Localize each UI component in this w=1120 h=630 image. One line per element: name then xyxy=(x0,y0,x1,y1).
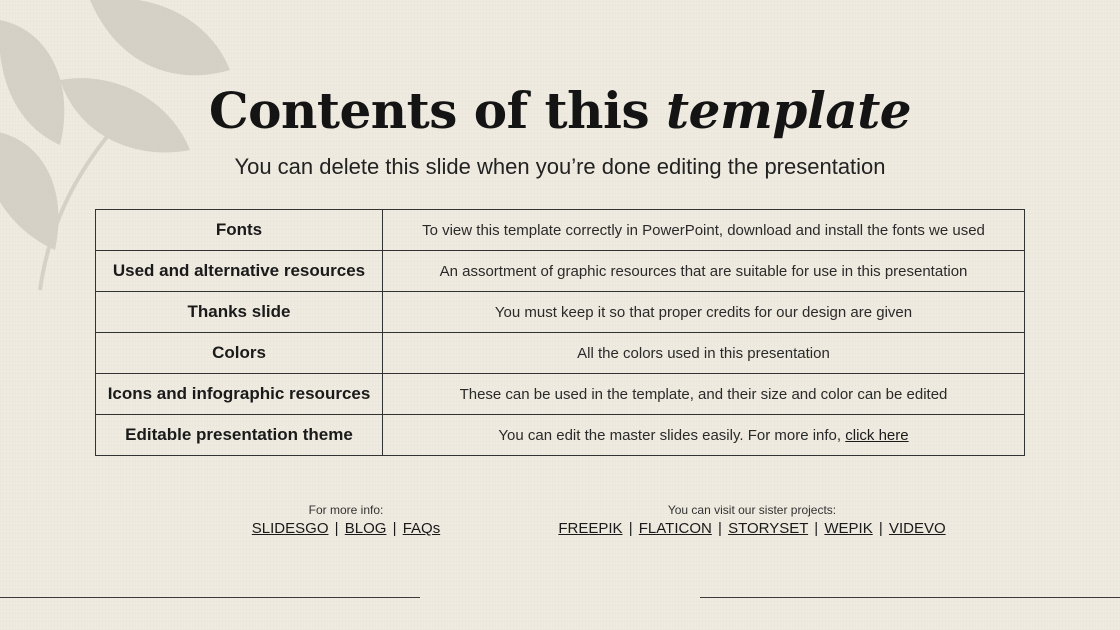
description-text: You can edit the master slides easily. For more info, xyxy=(498,426,846,444)
table-cell-description xyxy=(383,251,1025,292)
link-separator: | xyxy=(814,520,819,537)
table-cell-description xyxy=(383,374,1025,415)
link-slidesgo[interactable]: SLIDESGO xyxy=(251,520,329,537)
table-cell-description xyxy=(383,333,1025,374)
table-cell-description xyxy=(383,292,1025,333)
footer-more-info-caption: For more info: xyxy=(308,503,384,517)
link-separator: | xyxy=(628,520,633,537)
table-row xyxy=(96,415,1025,456)
page-title xyxy=(0,76,1120,146)
description-text: To view this template correctly in PowerPoint, download and install the fonts we used xyxy=(422,221,985,239)
link-separator: | xyxy=(878,520,883,537)
click-here-link[interactable]: click here xyxy=(845,426,909,444)
table-cell-topic: Colors xyxy=(96,333,383,374)
table-cell-topic: Thanks slide xyxy=(96,292,383,333)
table-row xyxy=(96,251,1025,292)
divider-right xyxy=(700,597,1120,598)
table-cell-topic: Icons and infographic resources xyxy=(96,374,383,415)
page-subtitle: You can delete this slide when you’re done editing the presentation xyxy=(234,154,886,179)
description-text: You must keep it so that proper credits for our design are given xyxy=(494,303,913,321)
link-wepik[interactable]: WEPIK xyxy=(824,520,873,537)
footer-more-info xyxy=(216,502,476,539)
table-row xyxy=(96,374,1025,415)
footer-more-info-links xyxy=(216,519,476,539)
table-cell-description xyxy=(383,210,1025,251)
table-row xyxy=(96,210,1025,251)
link-separator: | xyxy=(718,520,722,537)
table-row xyxy=(96,333,1025,374)
table-cell-topic: Editable presentation theme xyxy=(96,415,383,456)
link-separator: | xyxy=(392,520,397,537)
table-cell-topic: Used and alternative resources xyxy=(96,251,383,292)
description-text: These can be used in the template, and their size and color can be edited xyxy=(459,385,948,403)
link-faqs[interactable]: FAQs xyxy=(402,520,441,537)
title-emphasis: template xyxy=(666,81,912,140)
link-freepik[interactable]: FREEPIK xyxy=(558,520,623,537)
table-cell-description xyxy=(383,415,1025,456)
link-flaticon[interactable]: FLATICON xyxy=(638,520,712,537)
divider-left xyxy=(0,597,420,598)
description-text: All the colors used in this presentation xyxy=(577,344,830,362)
footer-sister-projects xyxy=(540,502,964,539)
contents-table xyxy=(95,209,1025,456)
link-storyset[interactable]: STORYSET xyxy=(728,520,809,537)
table-cell-topic: Fonts xyxy=(96,210,383,251)
link-separator: | xyxy=(334,520,339,537)
footer-sister-projects-caption: You can visit our sister projects: xyxy=(667,503,837,517)
table-row xyxy=(96,292,1025,333)
footer-sister-projects-links xyxy=(540,519,964,539)
title-main: Contents of this xyxy=(208,81,667,140)
description-text: An assortment of graphic resources that are suitable for use in this presentation xyxy=(439,262,968,280)
link-blog[interactable]: BLOG xyxy=(344,520,387,537)
link-videvo[interactable]: VIDEVO xyxy=(888,520,946,537)
